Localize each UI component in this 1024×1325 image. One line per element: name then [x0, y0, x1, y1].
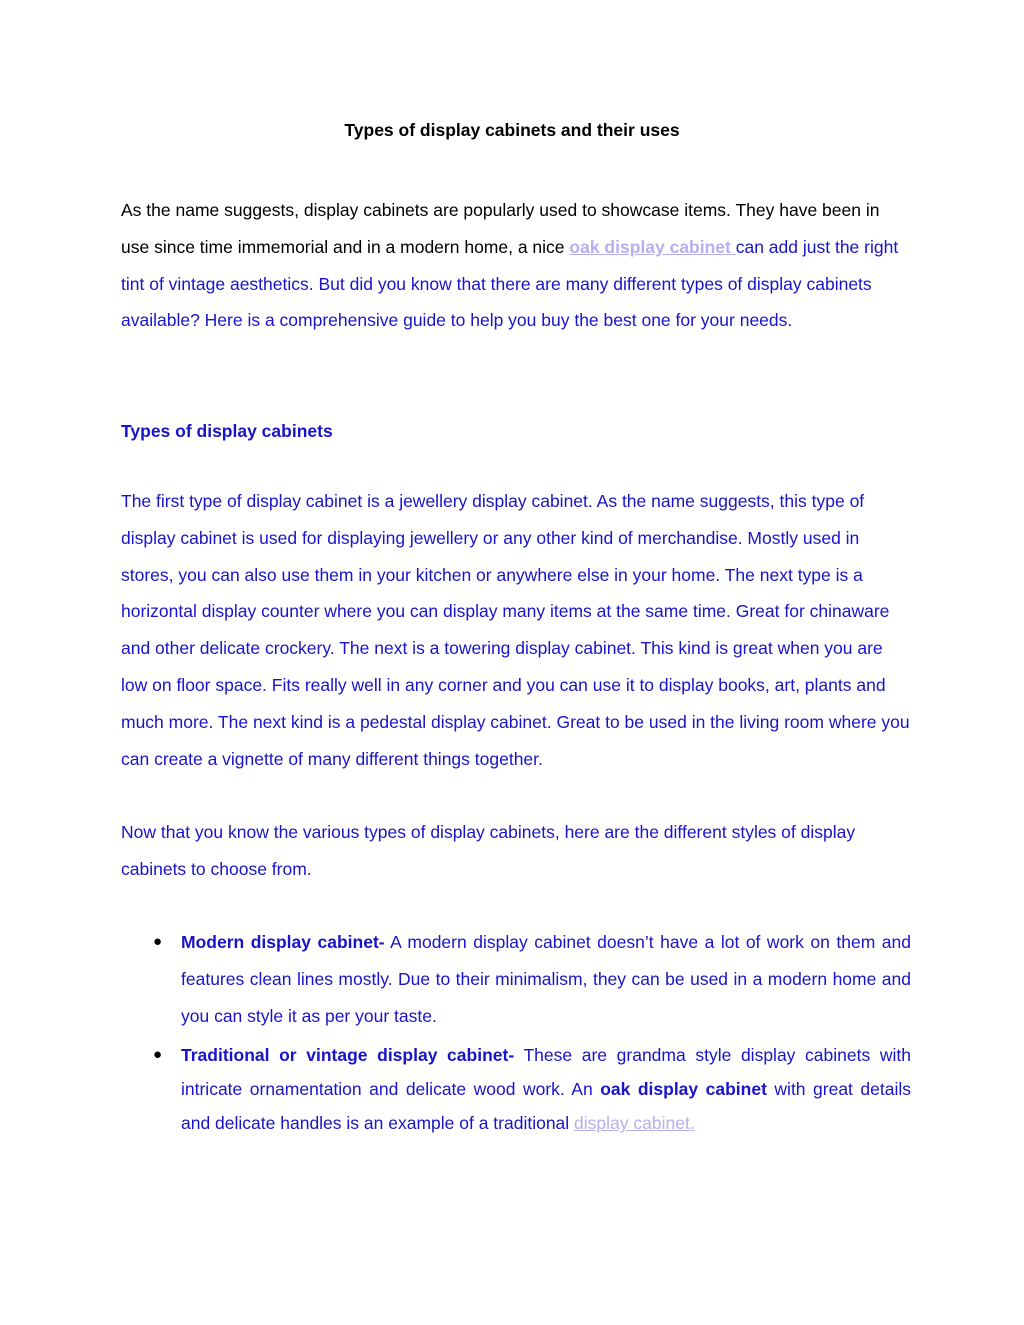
document-title: Types of display cabinets and their uses [344, 120, 680, 140]
intro-text-before-link: As the name suggests, display cabinets are popularly used to showcase items. They have been in use since time immemorial and in a modern home, a nice [121, 200, 880, 257]
bullet-icon: ● [153, 933, 163, 950]
types-paragraph: The first type of display cabinet is a jewellery display cabinet. As the name suggests, this type of display cabinet is used for displaying jewellery or any other kind of merchandise. Mostly used in stores, you can also use them in your kitchen or anywhere else in your home. The next type is a horizontal display counter where you can display many items at the same time. Great for chinaware and other delicate crockery. The next is a towering display cabinet. This kind is great when you are low on floor space. Fits really well in any corner and you can use it to display books, art, plants and much more. The next kind is a pedestal display cabinet. Great to be used in the living room where you can create a vignette of many different things together. [121, 491, 910, 769]
bullet-icon: ● [153, 1046, 163, 1064]
traditional-cabinet-text: These are grandma style display cabinets with intricate ornamentation and delicate wood work. An [181, 1045, 911, 1100]
modern-cabinet-label: Modern display cabinet- [181, 932, 385, 952]
list-item [121, 1038, 911, 1140]
styles-intro-paragraph: Now that you know the various types of display cabinets, here are the different styles of display cabinets to choose from. [121, 822, 856, 879]
list-item [121, 924, 911, 1034]
traditional-cabinet-label: Traditional or vintage display cabinet- [181, 1045, 515, 1066]
section-heading: Types of display cabinets [121, 421, 333, 441]
oak-display-cabinet-bold: oak display cabinet [600, 1079, 767, 1100]
oak-display-cabinet-link[interactable]: oak display cabinet [569, 236, 736, 257]
intro-paragraph [121, 192, 911, 339]
display-cabinet-link[interactable]: display cabinet. [574, 1113, 695, 1134]
styles-list [121, 924, 911, 1140]
intro-text-after-link: can add just the right tint of vintage aesthetics. But did you know that there are many different types of display cabinets available? Here is a comprehensive guide to help you buy the best one for your needs. [121, 236, 899, 331]
modern-cabinet-text: A modern display cabinet doesn’t have a lot of work on them and features clean lines mostly. Due to their minimalism, they can be used in a modern home and you can style it as per your taste. [181, 932, 911, 1026]
traditional-cabinet-text-after: with great details and delicate handles is an example of a traditional [181, 1079, 911, 1134]
